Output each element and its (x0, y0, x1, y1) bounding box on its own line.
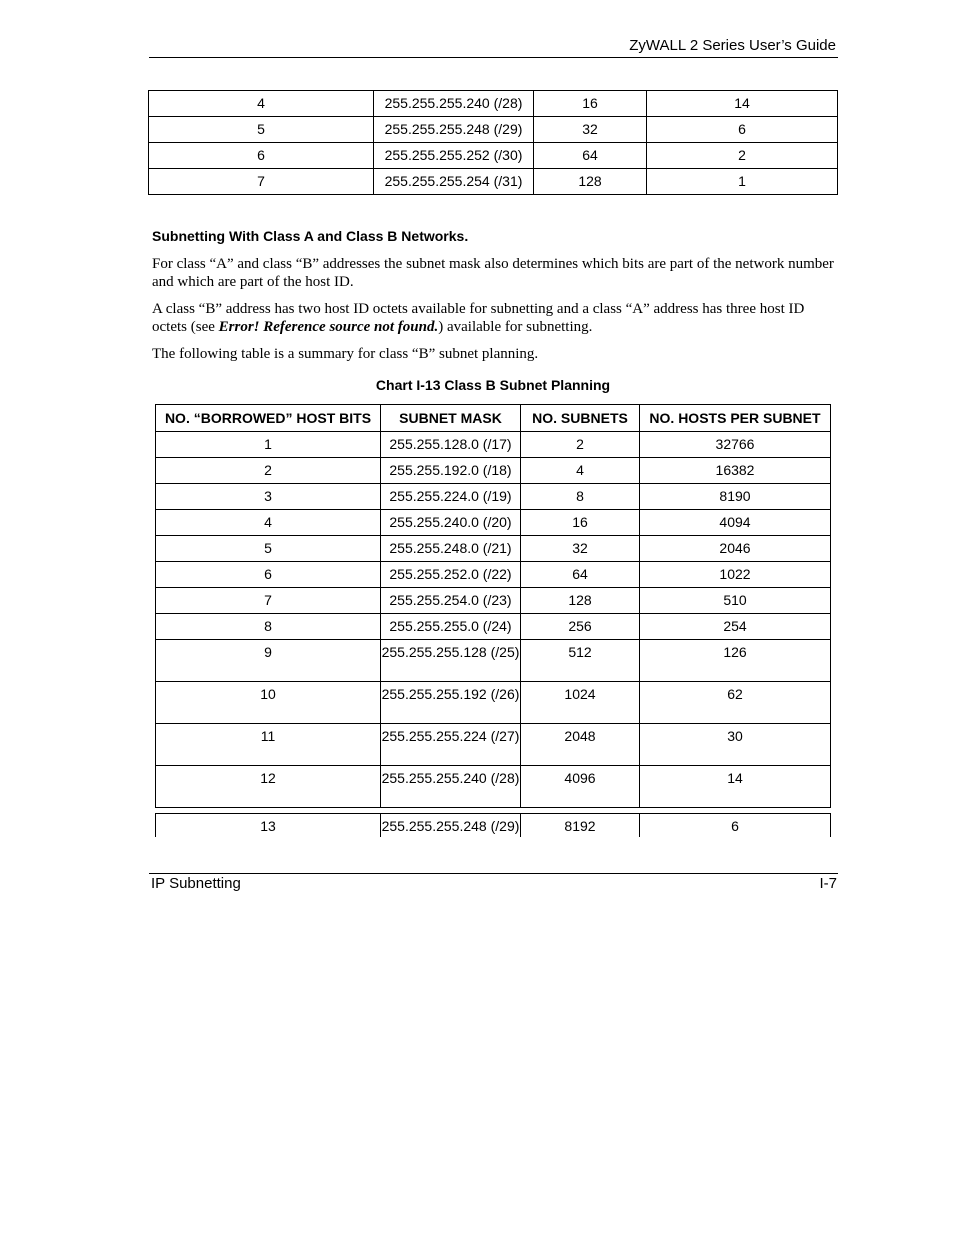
table-cell: 255.255.255.248 (/29) (374, 117, 534, 143)
table-cell: 128 (521, 588, 640, 614)
table-cell: 6 (149, 143, 374, 169)
table-cell: 2 (156, 458, 381, 484)
table-cell: 128 (534, 169, 647, 195)
table-cell: 4 (156, 510, 381, 536)
broken-reference: Error! Reference source not found. (218, 319, 439, 335)
table-cell: 255.255.252.0 (/22) (381, 562, 521, 588)
table-cell: 5 (156, 536, 381, 562)
table-row (156, 766, 831, 808)
table-cell: 255.255.255.192 (/26) (381, 682, 521, 724)
table-cell: 64 (521, 562, 640, 588)
paragraph-text: A class “B” address has two host ID octets available for subnetting and a class “A” address has three host ID octets (see (152, 301, 805, 335)
table-row (156, 640, 831, 682)
table-cell: 12 (156, 766, 381, 808)
table-header-row (156, 405, 831, 432)
table-cell: 5 (149, 117, 374, 143)
running-header: ZyWALL 2 Series User’s Guide (629, 37, 836, 54)
table-cell: 2048 (521, 724, 640, 766)
table-row (156, 458, 831, 484)
table-cell: 1022 (640, 562, 831, 588)
paragraph: For class “A” and class “B” addresses the subnet mask also determines which bits are part of the network number and which are part of the host ID. (152, 256, 834, 290)
table-cell: 255.255.192.0 (/18) (381, 458, 521, 484)
column-header: NO. SUBNETS (521, 405, 640, 432)
table-row (156, 814, 831, 838)
table-cell: 6 (156, 562, 381, 588)
table-cell: 254 (640, 614, 831, 640)
column-header: SUBNET MASK (381, 405, 521, 432)
table-cell: 255.255.255.128 (/25) (381, 640, 521, 682)
column-header: NO. HOSTS PER SUBNET (640, 405, 831, 432)
table-row (156, 614, 831, 640)
table-cell: 255.255.255.252 (/30) (374, 143, 534, 169)
column-header: NO. “BORROWED” HOST BITS (156, 405, 381, 432)
class-b-subnet-table-last-row (155, 813, 831, 837)
table-cell: 255.255.255.0 (/24) (381, 614, 521, 640)
table-cell: 32 (521, 536, 640, 562)
table-row (156, 536, 831, 562)
table-cell: 3 (156, 484, 381, 510)
table-cell: 1 (156, 432, 381, 458)
paragraph-text: ) available for subnetting. (438, 319, 593, 335)
table-cell: 8192 (521, 814, 640, 838)
table-caption: Chart I-13 Class B Subnet Planning (375, 377, 611, 393)
table-cell: 255.255.255.254 (/31) (374, 169, 534, 195)
table-cell: 7 (149, 169, 374, 195)
footer-section-name: IP Subnetting (151, 875, 241, 892)
table-cell: 255.255.128.0 (/17) (381, 432, 521, 458)
page-number: I-7 (819, 875, 837, 892)
table-cell: 255.255.224.0 (/19) (381, 484, 521, 510)
table-cell: 4 (149, 91, 374, 117)
table-cell: 255.255.248.0 (/21) (381, 536, 521, 562)
table-cell: 126 (640, 640, 831, 682)
header-rule (149, 57, 838, 58)
table-cell: 9 (156, 640, 381, 682)
table-cell: 255.255.255.248 (/29) (381, 814, 521, 838)
table-row (156, 588, 831, 614)
table-cell: 1024 (521, 682, 640, 724)
table-cell: 16 (521, 510, 640, 536)
table-row (156, 510, 831, 536)
table-cell: 16 (534, 91, 647, 117)
table-cell: 14 (647, 91, 838, 117)
table-cell: 8 (156, 614, 381, 640)
table-cell: 4096 (521, 766, 640, 808)
table-cell: 11 (156, 724, 381, 766)
table-cell: 7 (156, 588, 381, 614)
table-cell: 255.255.255.240 (/28) (381, 766, 521, 808)
table-cell: 32 (534, 117, 647, 143)
table-cell: 30 (640, 724, 831, 766)
table-row (156, 724, 831, 766)
footer-rule (149, 873, 838, 874)
table-row (149, 117, 838, 143)
table-cell: 255.255.254.0 (/23) (381, 588, 521, 614)
table-cell: 2 (521, 432, 640, 458)
table-cell: 32766 (640, 432, 831, 458)
table-cell: 16382 (640, 458, 831, 484)
table-cell: 8190 (640, 484, 831, 510)
table-row (149, 169, 838, 195)
table-cell: 255.255.240.0 (/20) (381, 510, 521, 536)
table-cell: 255.255.255.224 (/27) (381, 724, 521, 766)
table-row (156, 432, 831, 458)
table-row (156, 562, 831, 588)
table-cell: 6 (640, 814, 831, 838)
table-cell: 2046 (640, 536, 831, 562)
table-cell: 64 (534, 143, 647, 169)
table-cell: 13 (156, 814, 381, 838)
table-row (156, 682, 831, 724)
table-cell: 2 (647, 143, 838, 169)
table-cell: 510 (640, 588, 831, 614)
table-cell: 10 (156, 682, 381, 724)
table-cell: 14 (640, 766, 831, 808)
table-cell: 1 (647, 169, 838, 195)
paragraph: The following table is a summary for class “B” subnet planning. (152, 346, 539, 362)
table-cell: 62 (640, 682, 831, 724)
section-heading: Subnetting With Class A and Class B Networks. (152, 228, 469, 244)
class-b-subnet-table (155, 404, 831, 808)
table-cell: 4094 (640, 510, 831, 536)
table-row-clipped (150, 813, 836, 837)
paragraph (152, 300, 838, 336)
table-cell: 6 (647, 117, 838, 143)
table-cell: 4 (521, 458, 640, 484)
table-cell: 8 (521, 484, 640, 510)
table-cell: 256 (521, 614, 640, 640)
table-row (149, 143, 838, 169)
table-cell: 512 (521, 640, 640, 682)
subnet-table-continued (148, 90, 838, 195)
table-row (156, 484, 831, 510)
table-cell: 255.255.255.240 (/28) (374, 91, 534, 117)
table-row (149, 91, 838, 117)
